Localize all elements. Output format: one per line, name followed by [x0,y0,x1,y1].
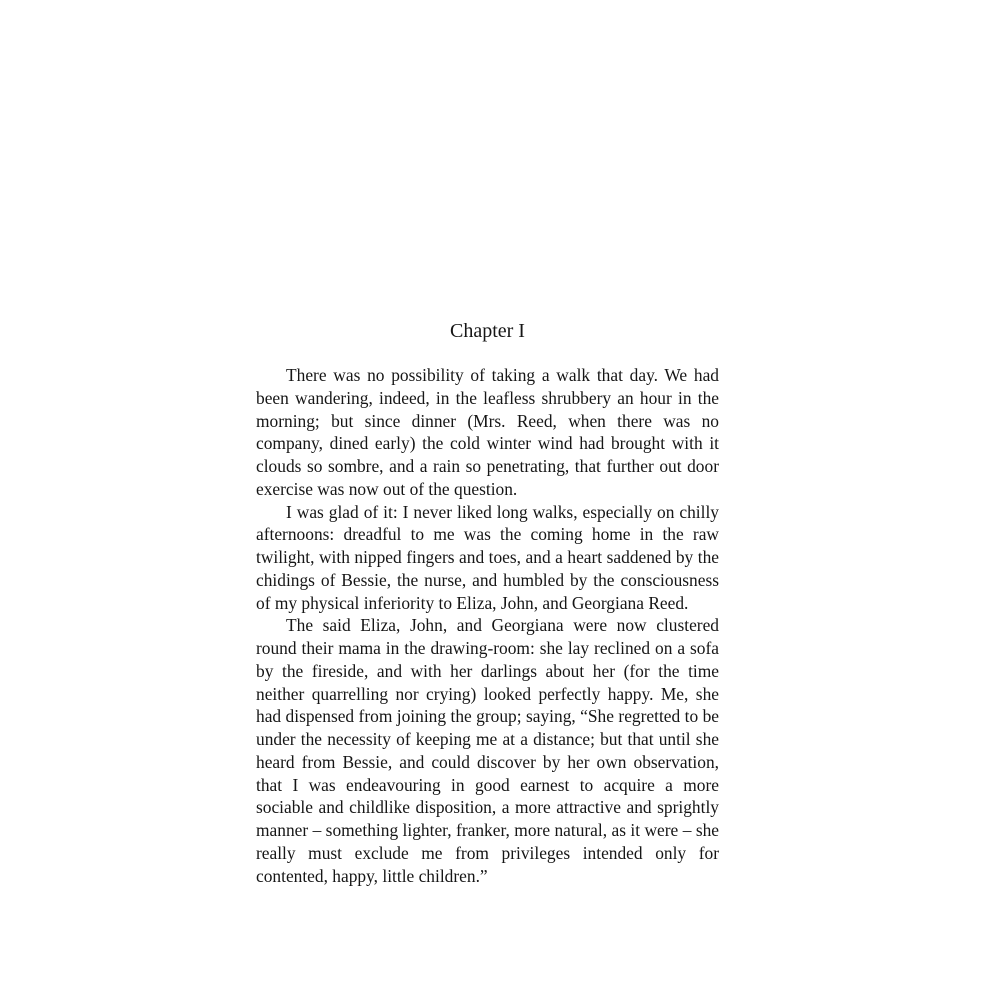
paragraph: I was glad of it: I never liked long walks, especially on chilly afternoons: dreadful to me was the coming home in the raw twilight, with nipped fingers and toes, and a heart saddened by the chidings of Bessie, the nurse, and humbled by the consciousness of my physical inferiority to Eliza, John, and Georgiana Reed. [256,501,719,613]
paragraph: The said Eliza, John, and Georgiana were now clustered round their mama in the drawing-room: she lay reclined on a sofa by the fireside, and with her darlings about her (for the time neither quarrelling nor crying) looked perfectly happy. Me, she had dispensed from joining the group; saying, “She regretted to be under the necessity of keeping me at a distance; but that until she heard from Bessie, and could discover by her own observation, that I was endeavouring in good earnest to acquire a more sociable and childlike disposition, a more attractive and sprightly manner – something lighter, franker, more natural, as it were – she really must exclude me from privileges intended only for contented, happy, little children.” [256,615,719,886]
chapter-body [256,364,719,887]
paragraph: There was no possibility of taking a walk that day. We had been wandering, indeed, in the leafless shrubbery an hour in the morning; but since dinner (Mrs. Reed, when there was no company, dined early) the cold winter wind had brought with it clouds so sombre, and a rain so penetrating, that further out door exercise was now out of the question. [256,365,719,499]
chapter-title: Chapter I [450,320,525,342]
